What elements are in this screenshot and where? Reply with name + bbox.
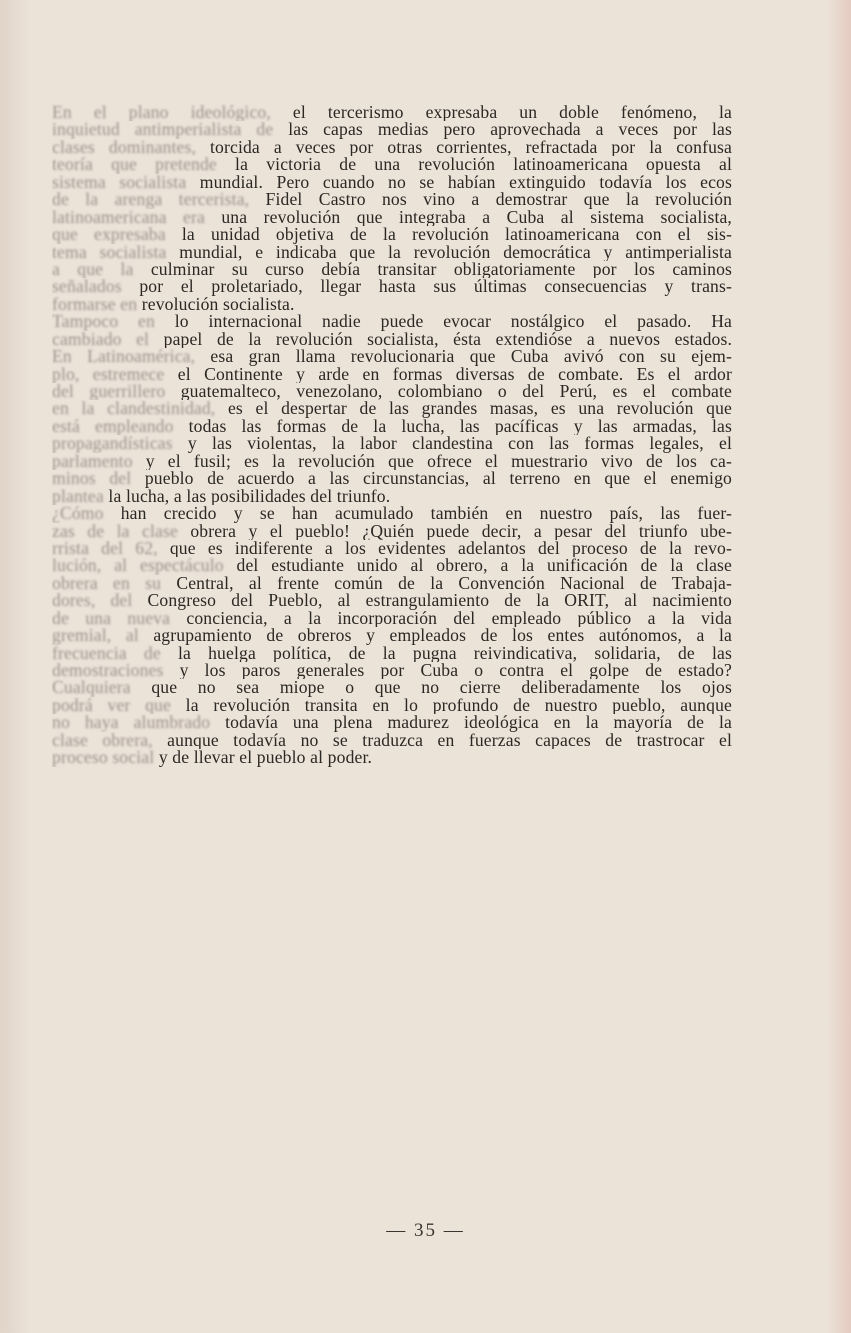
blurred-line-start: de una nueva — [52, 609, 171, 628]
line-text: y de llevar el pueblo al poder. — [154, 749, 373, 767]
text-line — [52, 261, 732, 278]
line-text: papel de la revolución socialista, ésta extendióse a nuevos estados. — [149, 330, 732, 349]
line-text: la revolución transita en lo profundo de nuestro pueblo, aunque — [170, 696, 732, 715]
line-text: han crecido y se han acumulado también en nuestro país, las fuer- — [103, 505, 732, 523]
text-line — [52, 592, 732, 609]
line-text: mundial, e indicaba que la revolución democrática y antimperialista — [166, 243, 732, 261]
line-text: aunque todavía no se traduzca en fuerzas capaces de trastrocar el — [152, 731, 732, 750]
blurred-line-start: del guerrillero — [52, 383, 166, 401]
blurred-line-start: clases dominantes, — [52, 138, 197, 157]
line-text: el Continente y arde en formas diversas de combate. Es el ardor — [164, 365, 732, 383]
blurred-line-start: gremial, al — [52, 627, 139, 645]
line-text: y las violentas, la labor clandestina con las formas legales, el — [172, 435, 732, 453]
text-line — [52, 453, 732, 470]
blurred-line-start: plo, estremece — [52, 365, 165, 383]
line-text: todas las formas de la lucha, las pacíficas y las armadas, las — [173, 417, 732, 436]
blurred-line-start: sistema socialista — [52, 173, 187, 192]
blurred-line-start: a que la — [52, 260, 134, 279]
blurred-line-start: en la clandestinidad, — [52, 400, 216, 418]
text-line — [52, 575, 732, 592]
line-text: el tercerismo expresaba un doble fenómeno, la — [270, 104, 732, 122]
text-line — [52, 540, 732, 557]
line-text: Fidel Castro nos vino a demostrar que la revolución — [249, 191, 732, 209]
line-text: mundial. Pero cuando no se habían extinguido todavía los ecos — [186, 173, 732, 192]
line-text: una revolución que integraba a Cuba al sistema socialista, — [204, 208, 732, 227]
blurred-line-start: minos del — [52, 470, 132, 488]
line-text: y el fusil; es la revolución que ofrece el muestrario vivo de los ca- — [132, 452, 732, 471]
blurred-line-start: que expresaba — [52, 226, 166, 244]
text-line — [52, 121, 732, 138]
blurred-line-start: En Latinoamérica, — [52, 348, 196, 366]
text-line — [52, 714, 732, 731]
blurred-line-start: Cualquiera — [52, 679, 131, 697]
blurred-line-start: ¿Cómo — [52, 505, 104, 523]
blurred-line-start: proceso social — [52, 749, 155, 767]
line-text: las capas medias pero aprovechada a veces por las — [273, 121, 732, 139]
line-text: la lucha, a las posibilidades del triunfo. — [103, 487, 391, 506]
blurred-line-start: En el plano ideológico, — [52, 104, 271, 122]
blurred-line-start: clase obrera, — [52, 731, 153, 750]
line-text: culminar su curso debía transitar obligatoriamente por los caminos — [133, 260, 732, 279]
blurred-line-start: frecuencia de — [52, 644, 161, 662]
text-line — [52, 418, 732, 435]
text-line — [52, 244, 732, 261]
text-line — [52, 505, 732, 522]
blurred-line-start: podrá ver que — [52, 696, 171, 715]
blurred-line-start: demostraciones — [52, 662, 164, 680]
blurred-line-start: inquietud antimperialista de — [52, 121, 274, 139]
blurred-line-start: zas de la clase — [52, 522, 178, 540]
text-line — [52, 488, 732, 505]
line-text: revolución socialista. — [137, 295, 295, 314]
line-text: que no sea miope o que no cierre deliberadamente los ojos — [130, 679, 732, 697]
text-line — [52, 156, 732, 173]
text-line — [52, 697, 732, 714]
line-text: guatemalteco, venezolano, colombiano o del Perú, es el combate — [165, 383, 732, 401]
blurred-line-start: obrera en su — [52, 574, 162, 593]
text-line — [52, 749, 732, 766]
blurred-line-start: tema socialista — [52, 243, 167, 261]
body-text — [52, 104, 732, 767]
text-line — [52, 400, 732, 417]
text-line — [52, 627, 732, 644]
blurred-line-start: rrista del 62, — [52, 539, 158, 558]
blurred-line-start: de la arenga tercerista, — [52, 191, 250, 209]
page-number: — 35 — — [386, 1220, 465, 1241]
line-text: del estudiante unido al obrero, a la unificación de la clase — [223, 557, 732, 575]
text-line — [52, 191, 732, 208]
blurred-line-start: señalados — [52, 278, 122, 296]
text-line — [52, 470, 732, 487]
text-line — [52, 313, 732, 330]
blurred-line-start: dores, del — [52, 592, 133, 610]
text-line — [52, 610, 732, 627]
line-text: que es indiferente a los evidentes adelantos del proceso de la revo- — [157, 539, 732, 558]
text-line — [52, 331, 732, 348]
text-line — [52, 662, 732, 679]
line-text: todavía una plena madurez ideológica en la mayoría de la — [210, 714, 732, 732]
blurred-line-start: formarse en — [52, 295, 138, 314]
blurred-line-start: parlamento — [52, 452, 133, 471]
text-line — [52, 278, 732, 295]
blurred-line-start: no haya alumbrado — [52, 714, 211, 732]
line-text: torcida a veces por otras corrientes, refractada por la confusa — [196, 138, 732, 157]
text-line — [52, 296, 732, 313]
text-line — [52, 383, 732, 400]
blurred-line-start: teoría que pretende — [52, 156, 217, 174]
line-text: pueblo de acuerdo a las circunstancias, al terreno en que el enemigo — [131, 470, 732, 488]
text-line — [52, 226, 732, 243]
text-line — [52, 209, 732, 226]
text-line — [52, 732, 732, 749]
line-text: la huelga política, de la pugna reivindicativa, solidaria, de las — [160, 644, 732, 662]
text-line — [52, 348, 732, 365]
text-line — [52, 679, 732, 696]
line-text: y los paros generales por Cuba o contra el golpe de estado? — [163, 662, 732, 680]
blurred-line-start: Tampoco en — [52, 313, 155, 331]
line-text: esa gran llama revolucionaria que Cuba avivó con su ejem- — [195, 348, 732, 366]
line-text: conciencia, a la incorporación del empleado público a la vida — [170, 609, 732, 628]
line-text: la victoria de una revolución latinoamericana opuesta al — [216, 156, 732, 174]
blurred-line-start: cambiado el — [52, 330, 150, 349]
text-line — [52, 139, 732, 156]
line-text: por el proletariado, llegar hasta sus últimas consecuencias y trans- — [121, 278, 732, 296]
text-line — [52, 366, 732, 383]
line-text: Congreso del Pueblo, al estrangulamiento de la ORIT, al nacimiento — [132, 592, 732, 610]
blurred-line-start: latinoamericana era — [52, 208, 205, 227]
text-line — [52, 523, 732, 540]
blurred-line-start: plantea — [52, 487, 104, 506]
line-text: obrera y el pueblo! ¿Quién puede decir, a pesar del triunfo ube- — [177, 522, 732, 540]
text-line — [52, 557, 732, 574]
line-text: la unidad objetiva de la revolución latinoamericana con el sis- — [165, 226, 732, 244]
text-line — [52, 104, 732, 121]
blurred-line-start: está empleando — [52, 417, 174, 436]
line-text: agrupamiento de obreros y empleados de los entes autónomos, a la — [138, 627, 732, 645]
text-line — [52, 174, 732, 191]
line-text: es el despertar de las grandes masas, es una revolución que — [215, 400, 732, 418]
text-line — [52, 645, 732, 662]
text-line — [52, 435, 732, 452]
blurred-line-start: propagandísticas — [52, 435, 173, 453]
blurred-line-start: lución, al espectáculo — [52, 557, 224, 575]
line-text: Central, al frente común de la Convención Nacional de Trabaja- — [161, 574, 732, 593]
line-text: lo internacional nadie puede evocar nostálgico el pasado. Ha — [154, 313, 732, 331]
